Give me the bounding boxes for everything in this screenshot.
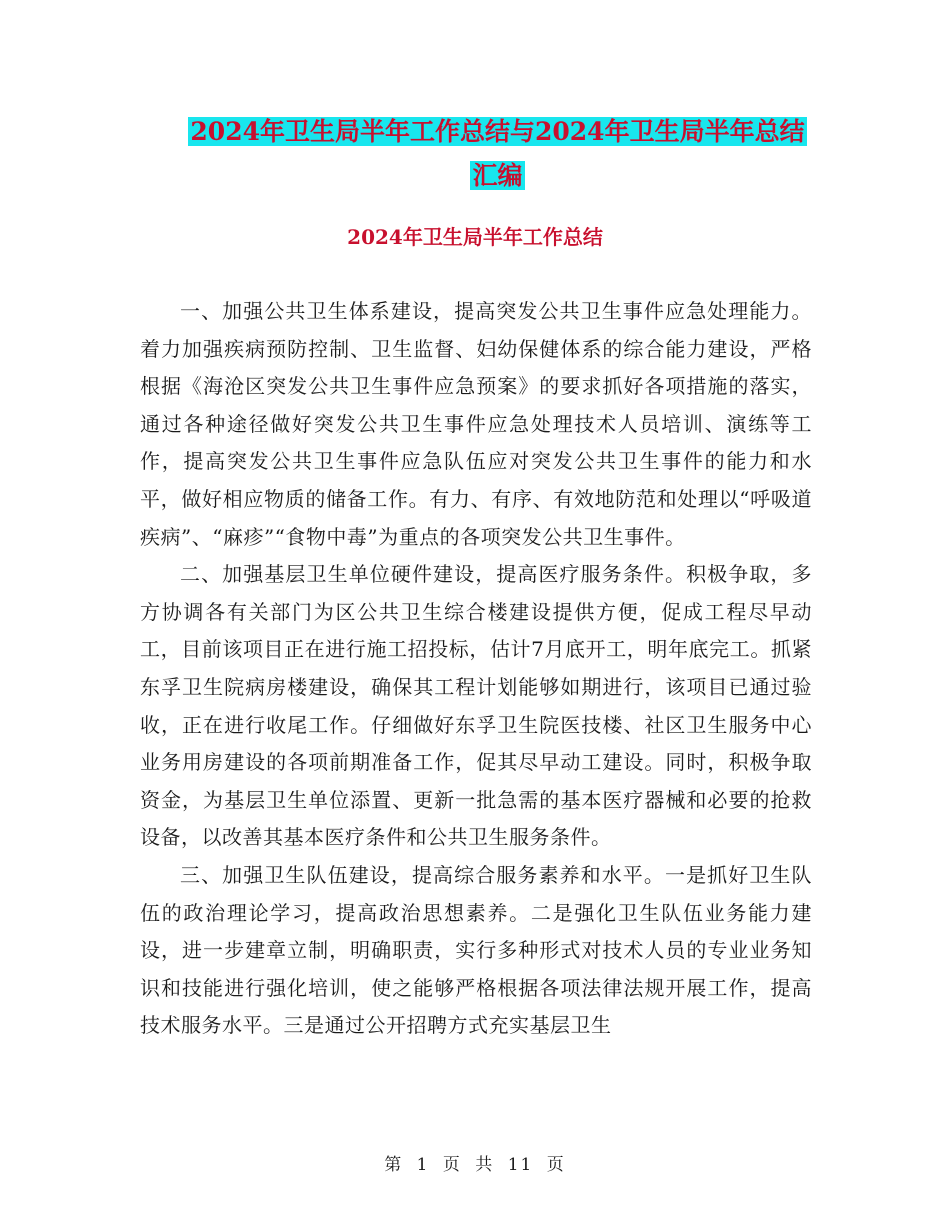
document-title (140, 110, 855, 198)
document-title-line-1: 2024年卫生局半年工作总结与2024年卫生局半年总结 (190, 117, 805, 146)
paragraph-2: 二、加强基层卫生单位硬件建设，提高医疗服务条件。积极争取，多方协调各有关部门为区公共卫生综合楼建设提供方便，促成工程尽早动工，目前该项目正在进行施工招投标，估计7月底开工，明年底完工。抓紧东孚卫生院病房楼建设，确保其工程计划能够如期进行，该项目已通过验收，正在进行收尾工作。仔细做好东孚卫生院医技楼、社区卫生服务中心业务用房建设的各项前期准备工作，促其尽早动工建设。同时，积极争取资金，为基层卫生单位添置、更新一批急需的基本医疗器械和必要的抢救设备，以改善其基本医疗条件和公共卫生服务条件。 (140, 562, 812, 850)
document-body (140, 293, 812, 1045)
document-title-line-2: 汇编 (472, 161, 523, 190)
section-title: 2024年卫生局半年工作总结 (347, 225, 603, 249)
paragraph-1: 一、加强公共卫生体系建设，提高突发公共卫生事件应急处理能力。着力加强疾病预防控制、卫生监督、妇幼保健体系的综合能力建设，严格根据《海沧区突发公共卫生事件应急预案》的要求抓好各项措施的落实，通过各种途径做好突发公共卫生事件应急处理技术人员培训、演练等工作，提高突发公共卫生事件应急队伍应对突发公共卫生事件的能力和水平，做好相应物质的储备工作。有力、有序、有效地防范和处理以“呼吸道疾病”、“麻疹”“食物中毒”为重点的各项突发公共卫生事件。 (140, 299, 812, 549)
footer-label-total: 共 (475, 1155, 495, 1175)
page-footer (0, 1153, 950, 1177)
paragraph-3: 三、加强卫生队伍建设，提高综合服务素养和水平。一是抓好卫生队伍的政治理论学习，提高政治思想素养。二是强化卫生队伍业务能力建设，进一步建章立制，明确职责，实行多种形式对技术人员的专业业务知识和技能进行强化培训，使之能够严格根据各项法律法规开展工作，提高技术服务水平。三是通过公开招聘方式充实基层卫生 (140, 862, 812, 1038)
footer-label-suffix: 页 (546, 1155, 566, 1175)
footer-label-prefix: 第 (384, 1155, 404, 1175)
footer-current-page: 1 (416, 1155, 430, 1175)
footer-total-pages: 11 (507, 1155, 534, 1175)
footer-label-page: 页 (442, 1155, 462, 1175)
